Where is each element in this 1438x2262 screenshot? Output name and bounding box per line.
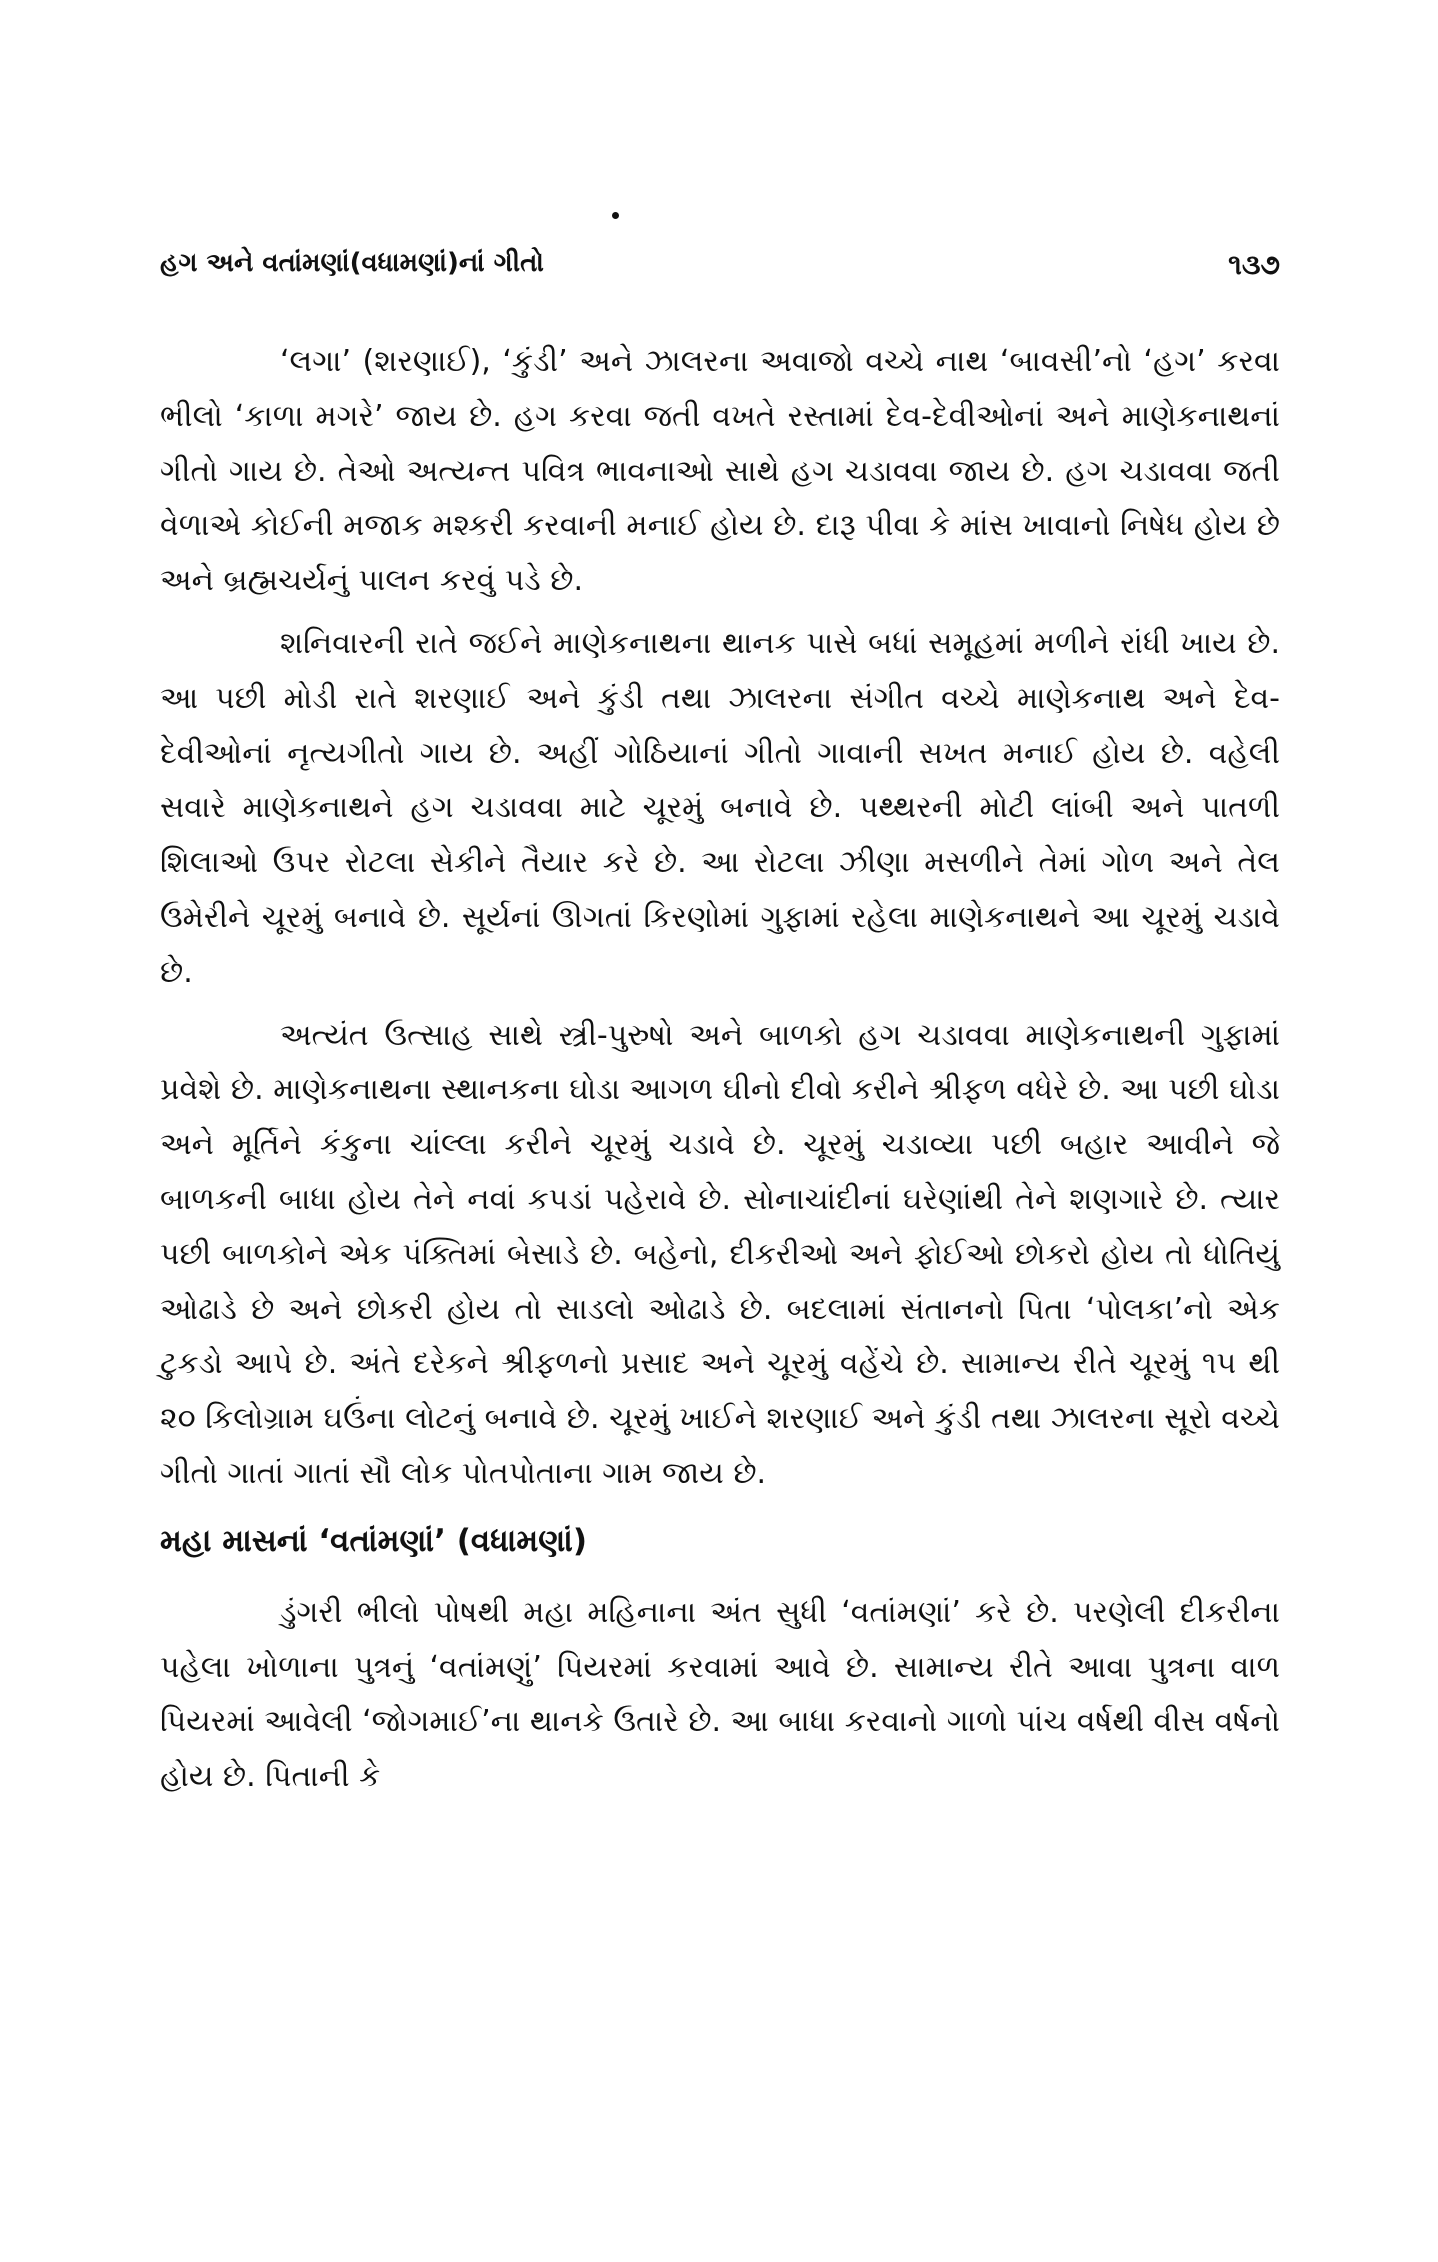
paragraph-cave-offering: અત્યંત ઉત્સાહ સાથે સ્ત્રી-પુરુષો અને બાળકો હગ ચડાવવા માણેકનાથની ગુફામાં પ્રવેશે છે. માણેકનાથના સ્થાનકના ઘોડા આગળ ઘીનો દીવો કરીને શ્રીફળ વધેરે છે. આ પછી ઘોડા અને મૂર્તિને કંકુના ચાંલ્લા કરીને ચૂરમું ચડાવે છે. ચૂરમું ચડાવ્યા પછી બહાર આવીને જે બાળકની બાધા હોય તેને નવાં કપડાં પહેરાવે છે. સોનાચાંદીનાં ઘરેણાંથી તેને શણગારે છે. ત્યાર પછી બાળકોને એક પંક્તિમાં બેસાડે છે. બહેનો, દીકરીઓ અને ફોઈઓ છોકરો હોય તો ધોતિયું ઓઢાડે છે અને છોકરી હોય તો સાડલો ઓઢાડે છે. બદલામાં સંતાનનો પિતા ‘પોલકા’નો એક ટુકડો આપે છે. અંતે દરેકને શ્રીફળનો પ્રસાદ અને ચૂરમું વહેંચે છે. સામાન્ય રીતે ચૂરમું ૧૫ થી ૨૦ કિલોગ્રામ ઘઉંના લોટનું બનાવે છે. ચૂરમું ખાઈને શરણાઈ અને કુંડી તથા ઝાલરના સૂરો વચ્ચે ગીતો ગાતાં ગાતાં સૌ લોક પોતપોતાના ગામ જાય છે. — [160, 1017, 1280, 1491]
running-header — [160, 248, 1280, 298]
section-heading: મહા માસનાં ‘વતાંમણાં’ (વધામણાં) — [160, 1522, 588, 1559]
ink-dot-mark — [612, 212, 619, 219]
paragraph-saturday-night: શનિવારની રાતે જઈને માણેકનાથના થાનક પાસે બધાં સમૂહમાં મળીને રાંધી ખાય છે. આ પછી મોડી રાતે શરણાઈ અને કુંડી તથા ઝાલરના સંગીત વચ્ચે માણેકનાથ અને દેવ-દેવીઓનાં નૃત્યગીતો ગાય છે. અહીં ગોઠિયાનાં ગીતો ગાવાની સખત મનાઈ હોય છે. વહેલી સવારે માણેકનાથને હગ ચડાવવા માટે ચૂરમું બનાવે છે. પથ્થરની મોટી લાંબી અને પાતળી શિલાઓ ઉપર રોટલા સેકીને તૈયાર કરે છે. આ રોટલા ઝીણા મસળીને તેમાં ગોળ અને તેલ ઉમેરીને ચૂરમું બનાવે છે. સૂર્યનાં ઊગતાં કિરણોમાં ગુફામાં રહેલા માણેકનાથને આ ચૂરમું ચડાવે છે. — [160, 625, 1280, 990]
page-number: ૧૩૭ — [1228, 248, 1280, 281]
chapter-running-title: હગ અને વતાંમણાં(વધામણાં)નાં ગીતો — [160, 248, 544, 278]
paragraph-vatamana: ડુંગરી ભીલો પોષથી મહા મહિનાના અંત સુધી ‘વતાંમણાં’ કરે છે. પરણેલી દીકરીના પહેલા ખોળાના પુત્રનું ‘વતાંમણું’ પિયરમાં કરવામાં આવે છે. સામાન્ય રીતે આવા પુત્રના વાળ પિયરમાં આવેલી ‘જોગમાઈ’ના થાનકે ઉતારે છે. આ બાધા કરવાનો ગાળો પાંચ વર્ષથી વીસ વર્ષનો હોય છે. પિતાની કે — [160, 1594, 1280, 1795]
body-text — [160, 335, 1280, 1805]
paragraph-haga-procession: ‘લગા’ (શરણાઈ), ‘કુંડી’ અને ઝાલરના અવાજો વચ્ચે નાથ ‘બાવસી’નો ‘હગ’ કરવા ભીલો ‘કાળા મગરે’ જાય છે. હગ કરવા જતી વખતે રસ્તામાં દેવ-દેવીઓનાં અને માણેકનાથનાં ગીતો ગાય છે. તેઓ અત્યન્ત પવિત્ર ભાવનાઓ સાથે હગ ચડાવવા જાય છે. હગ ચડાવવા જતી વેળાએ કોઈની મજાક મશ્કરી કરવાની મનાઈ હોય છે. દારૂ પીવા કે માંસ ખાવાનો નિષેધ હોય છે અને બ્રહ્મચર્યનું પાલન કરવું પડે છે. — [160, 344, 1280, 599]
